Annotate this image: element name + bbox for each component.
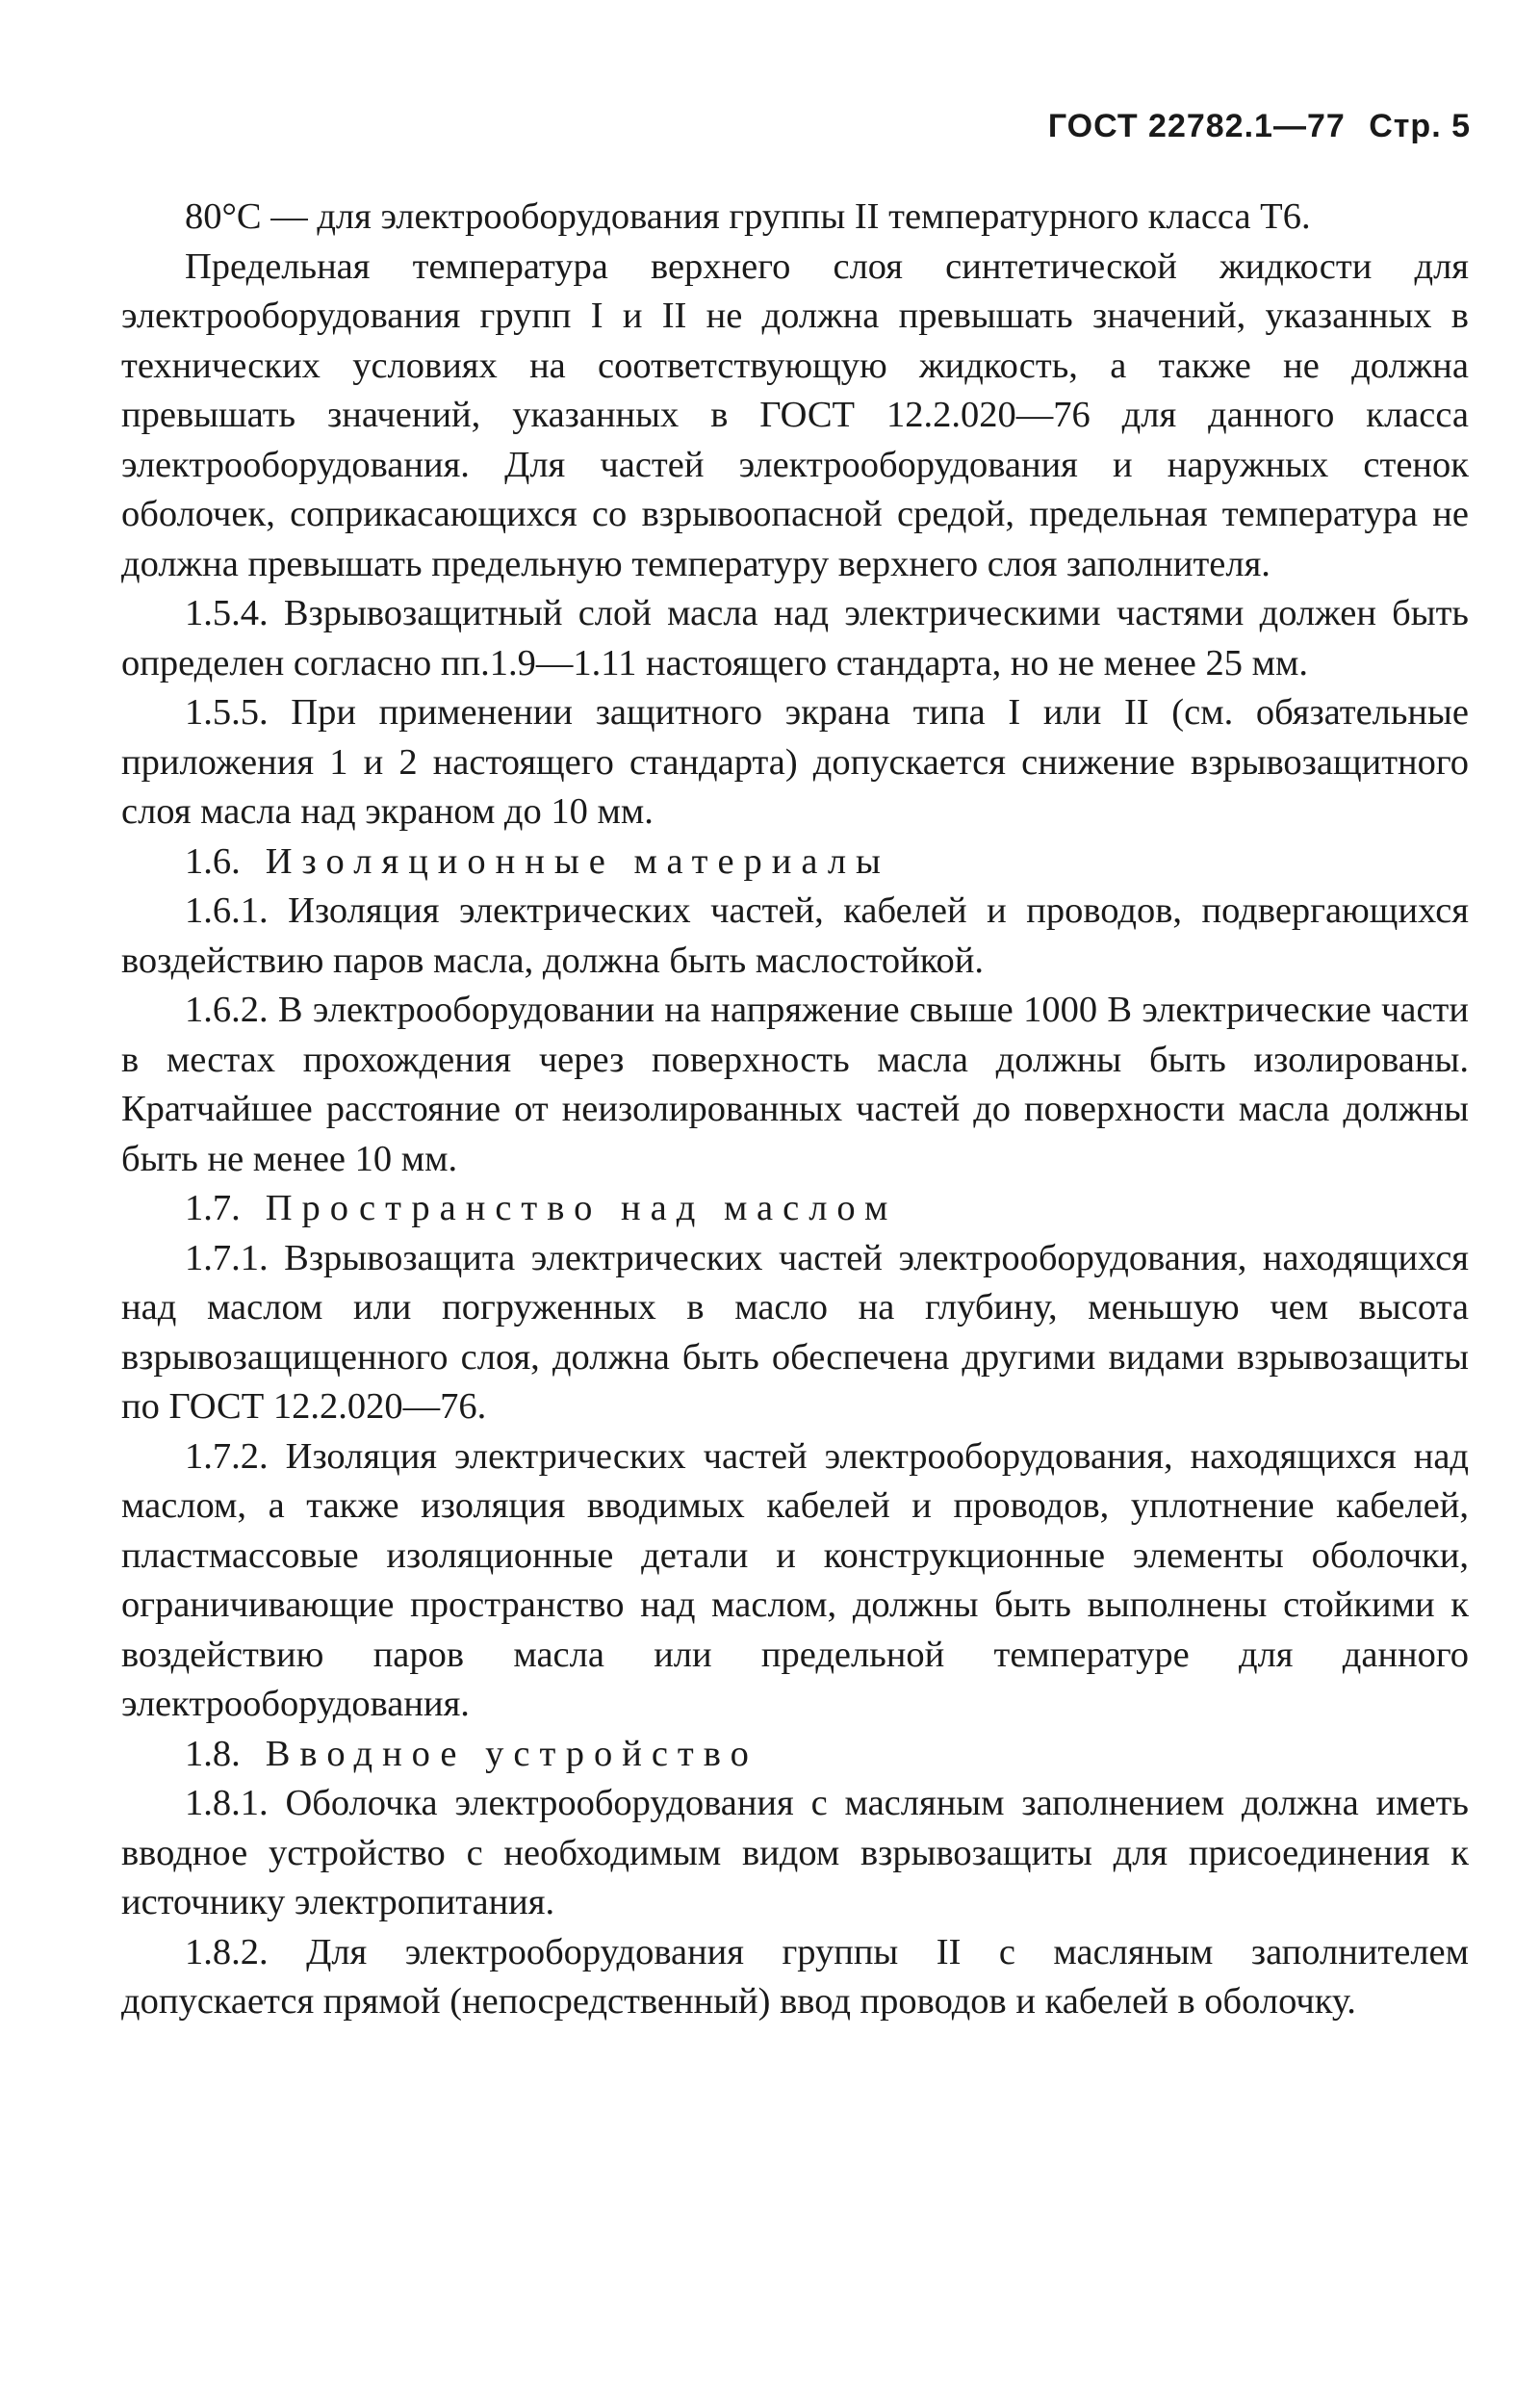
page-body — [121, 193, 1469, 2027]
section-title: Изоляционные материалы — [265, 840, 890, 882]
section-number: 1.6. — [185, 840, 241, 882]
section-title: Вводное устройство — [265, 1733, 758, 1774]
section-title: Пространство над маслом — [265, 1188, 898, 1228]
clause-1-7-2: 1.7.2. Изоляция электрических частей электрооборудования, находящихся над маслом, а также изоляция вводимых кабелей и проводов, уплотнение кабелей, пластмассовые изоляционные детали и конструкционные элементы оболочки, ограничивающие пространство над маслом, должны быть выполнены стойкими к воздействию паров масла или предельной температуре для данного электрооборудования. — [121, 1435, 1469, 1724]
paragraph-synthetic-liquid-temperature: Предельная температура верхнего слоя синтетической жидкости для электрооборудования групп I и II не должна превышать значений, указанных в технических условиях на соответствующую жидкость, а также не должна превышать значений, указанных в ГОСТ 12.2.020—76 для данного класса электрооборудования. Для частей электрооборудования и наружных стенок оболочек, соприкасающихся со взрывоопасной средой, предельная температура не должна превышать предельную температуру верхнего слоя заполнителя. — [121, 245, 1469, 584]
clause-1-7-1: 1.7.1. Взрывозащита электрических частей электрооборудования, находящихся над маслом или погруженных в масло на глубину, меньшую чем высота взрывозащищенного слоя, должна быть обеспечена другими видами взрывозащиты по ГОСТ 12.2.020—76. — [121, 1237, 1469, 1427]
page-header — [1048, 108, 1471, 145]
section-heading-1-8 — [121, 1730, 1469, 1780]
section-number: 1.8. — [185, 1733, 241, 1774]
section-heading-1-7 — [121, 1184, 1469, 1234]
clause-1-6-1: 1.6.1. Изоляция электрических частей, кабелей и проводов, подвергающихся воздействию паров масла, должна быть маслостойкой. — [121, 890, 1469, 981]
document-code: ГОСТ 22782.1—77 — [1047, 108, 1346, 144]
clause-1-8-2: 1.8.2. Для электрооборудования группы II с масляным заполнителем допускается прямой (непосредственный) ввод проводов и кабелей в оболочку. — [121, 1931, 1469, 2022]
paragraph-temperature-class: 80°С — для электрооборудования группы II температурного класса Т6. — [185, 196, 1311, 237]
clause-1-8-1: 1.8.1. Оболочка электрооборудования с масляным заполнением должна иметь вводное устройство с необходимым видом взрывозащиты для присоединения к источнику электропитания. — [121, 1783, 1469, 1922]
clause-1-5-5: 1.5.5. При применении защитного экрана типа I или II (см. обязательные приложения 1 и 2 настоящего стандарта) допускается снижение взрывозащитного слоя масла над экраном до 10 мм. — [121, 692, 1469, 832]
section-number: 1.7. — [185, 1188, 241, 1228]
clause-1-6-2: 1.6.2. В электрооборудовании на напряжение свыше 1000 В электрические части в местах прохождения через поверхность масла должны быть изолированы. Кратчайшее расстояние от неизолированных частей до поверхности масла должны быть не менее 10 мм. — [121, 990, 1469, 1179]
page-number: Стр. 5 — [1369, 108, 1471, 144]
clause-1-5-4: 1.5.4. Взрывозащитный слой масла над электрическими частями должен быть определен согласно пп.1.9—1.11 настоящего стандарта, но не менее 25 мм. — [121, 593, 1469, 683]
section-heading-1-6 — [121, 838, 1469, 888]
